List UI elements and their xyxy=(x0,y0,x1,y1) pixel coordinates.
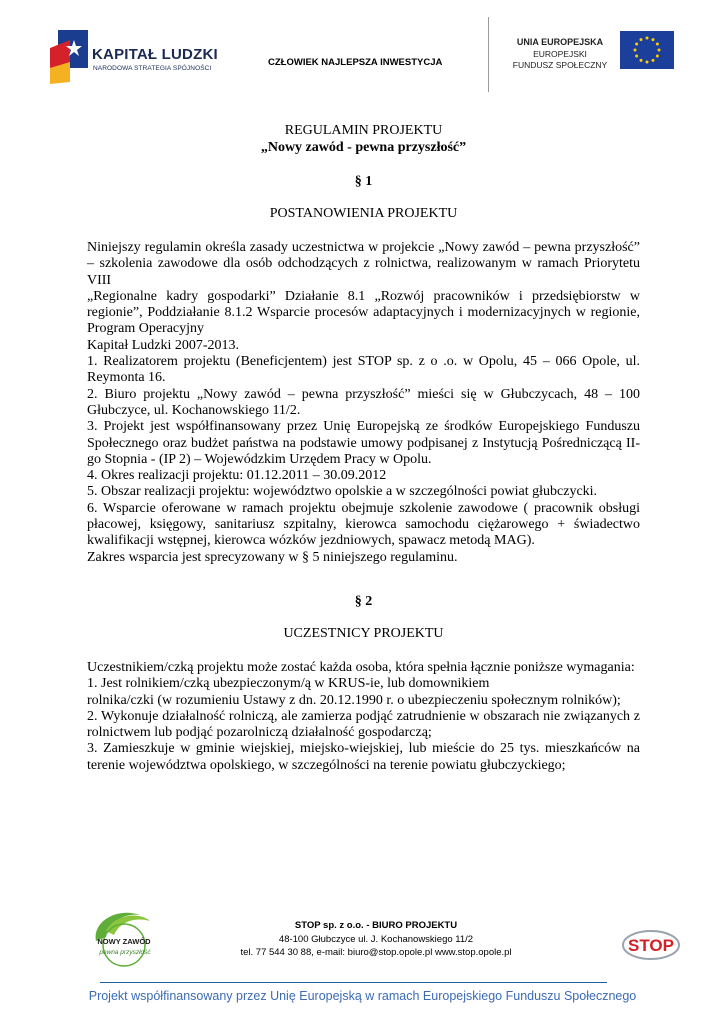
stop-logo-text: STOP xyxy=(628,936,674,955)
eu-star-icon xyxy=(656,55,659,58)
eu-star-icon xyxy=(635,55,638,58)
section-2-paragraph: rolnika/czki (w rozumieniu Ustawy z dn. 20.12.1990 r. o ubezpieczeniu społecznym rolników); xyxy=(87,692,621,708)
section-2-heading: UCZESTNICY PROJEKTU xyxy=(283,626,444,641)
eu-star-icon xyxy=(635,43,638,46)
section-2-body xyxy=(87,660,640,774)
eu-union-label: UNIA EUROPEJSKA xyxy=(516,37,604,47)
eu-flag-icon xyxy=(620,31,674,69)
eu-star-icon xyxy=(646,37,649,40)
kapital-ludzki-title: KAPITAŁ LUDZKI xyxy=(92,46,218,63)
eu-star-icon xyxy=(652,59,655,62)
section-2-paragraph: 2. Wykonuje działalność rolniczą, ale zamierza podjąć zatrudnienie w obszarach nie związanych z rolnictwem lub podjąć pozarolniczą działalność gospodarczą; xyxy=(87,708,640,741)
section-1-paragraph: Niniejszy regulamin określa zasady uczestnictwa w projekcie „Nowy zawód – pewna przyszłość” – szkolenia zawodowe dla osób odchodzących z rolnictwa, realizowanym w ramach Priorytetu VIII xyxy=(87,240,640,288)
kapital-ludzki-subtitle: NARODOWA STRATEGIA SPÓJNOŚCI xyxy=(93,65,212,72)
section-1-paragraph: 6. Wsparcie oferowane w ramach projektu obejmuje szkolenie zawodowe ( pracownik obsługi płacowej, księgowy, sanitariusz szpitalny, kierowca samochodu ciężarowego + świadectwo kwalifikacji wstępnej, kierowca wózków jezdniowych, spawacz metodą MAG). xyxy=(87,500,640,549)
section-1-paragraph: 4. Okres realizacji projektu: 01.12.2011 – 30.09.2012 xyxy=(87,468,387,484)
section-2-paragraph: Uczestnikiem/czką projektu może zostać każda osoba, która spełnia łącznie poniższe wymagania: xyxy=(87,660,635,675)
section-2-paragraph: 1. Jest rolnikiem/czką ubezpieczonym/ą w KRUS-ie, lub domownikiem xyxy=(87,676,490,692)
eu-star-icon xyxy=(646,61,649,64)
section-1-paragraph: Kapitał Ludzki 2007-2013. xyxy=(87,337,240,353)
header-slogan: CZŁOWIEK NAJLEPSZA INWESTYCJA xyxy=(268,57,443,68)
header-divider xyxy=(488,17,489,92)
stop-logo-icon xyxy=(622,928,680,962)
section-1-heading: POSTANOWIENIA PROJEKTU xyxy=(269,206,458,221)
footer-cofinancing-note: Projekt współfinansowany przez Unię Europejską w ramach Europejskiego Funduszu Społecznego xyxy=(88,989,637,1003)
kapital-ludzki-logo-icon xyxy=(48,28,90,84)
eu-star-icon xyxy=(640,38,643,41)
section-2-paragraph: 3. Zamieszkuje w gminie wiejskiej, miejsko-wiejskiej, lub mieście do 25 tys. mieszkańców na terenie województwa opolskiego, w szczególności na terenie powiatu głubczyckiego; xyxy=(87,741,640,773)
eu-fund-label-1: EUROPEJSKI xyxy=(533,49,587,59)
section-1-body xyxy=(87,240,640,566)
eu-star-icon xyxy=(658,49,661,52)
nowy-zawod-logo-icon xyxy=(88,907,156,969)
nowy-zawod-logo-text-2: pewna przyszłość xyxy=(99,949,151,956)
eu-star-icon xyxy=(656,43,659,46)
section-1-paragraph: 5. Obszar realizacji projektu: województwo opolskie a w szczególności powiat głubczycki. xyxy=(87,484,598,500)
document-title: REGULAMIN PROJEKTU xyxy=(284,123,443,138)
section-1-paragraph: 2. Biuro projektu „Nowy zawód – pewna przyszłość” mieści się w Głubczycach, 48 – 100 Głubczyce, ul. Kochanowskiego 11/2. xyxy=(87,386,640,418)
section-1-paragraph: 3. Projekt jest współfinansowany przez Unię Europejską ze środków Europejskiego Funduszu Społecznego oraz budżet państwa na podstawie umowy podpisanej z Instytucją Pośredniczącą II-go Stopnia - (IP 2) – Wojewódzkim Urzędem Pracy w Opolu. xyxy=(87,419,640,467)
section-1-paragraph: 1. Realizatorem projektu (Beneficjentem) jest STOP sp. z o .o. w Opolu, 45 – 066 Opole, ul. Reymonta 16. xyxy=(87,354,640,386)
footer-divider xyxy=(100,982,607,983)
section-1-paragraph: Zakres wsparcia jest sprecyzowany w § 5 niniejszego regulaminu. xyxy=(87,549,458,565)
nowy-zawod-logo-text-1: NOWY ZAWÓD xyxy=(97,937,151,946)
footer-company: STOP sp. z o.o. - BIURO PROJEKTU xyxy=(294,920,458,931)
section-2-number: § 2 xyxy=(354,594,373,609)
footer-address: 48-100 Głubczyce ul. J. Kochanowskiego 11/2 xyxy=(278,934,474,945)
eu-star-icon xyxy=(640,59,643,62)
eu-star-icon xyxy=(634,49,637,52)
document-subtitle: „Nowy zawód - pewna przyszłość” xyxy=(260,140,467,155)
section-1-number: § 1 xyxy=(354,174,373,189)
footer-contact: tel. 77 544 30 88, e-mail: biuro@stop.opole.pl www.stop.opole.pl xyxy=(240,947,512,958)
section-1-paragraph: „Regionalne kadry gospodarki” Działanie 8.1 „Rozwój pracowników i przedsiębiorstw w regionie”, Poddziałanie 8.1.2 Wsparcie procesów adaptacyjnych i modernizacyjnych w regionie, Program Operacyjny xyxy=(87,288,640,337)
eu-star-icon xyxy=(652,38,655,41)
eu-fund-label-2: FUNDUSZ SPOŁECZNY xyxy=(512,60,608,70)
